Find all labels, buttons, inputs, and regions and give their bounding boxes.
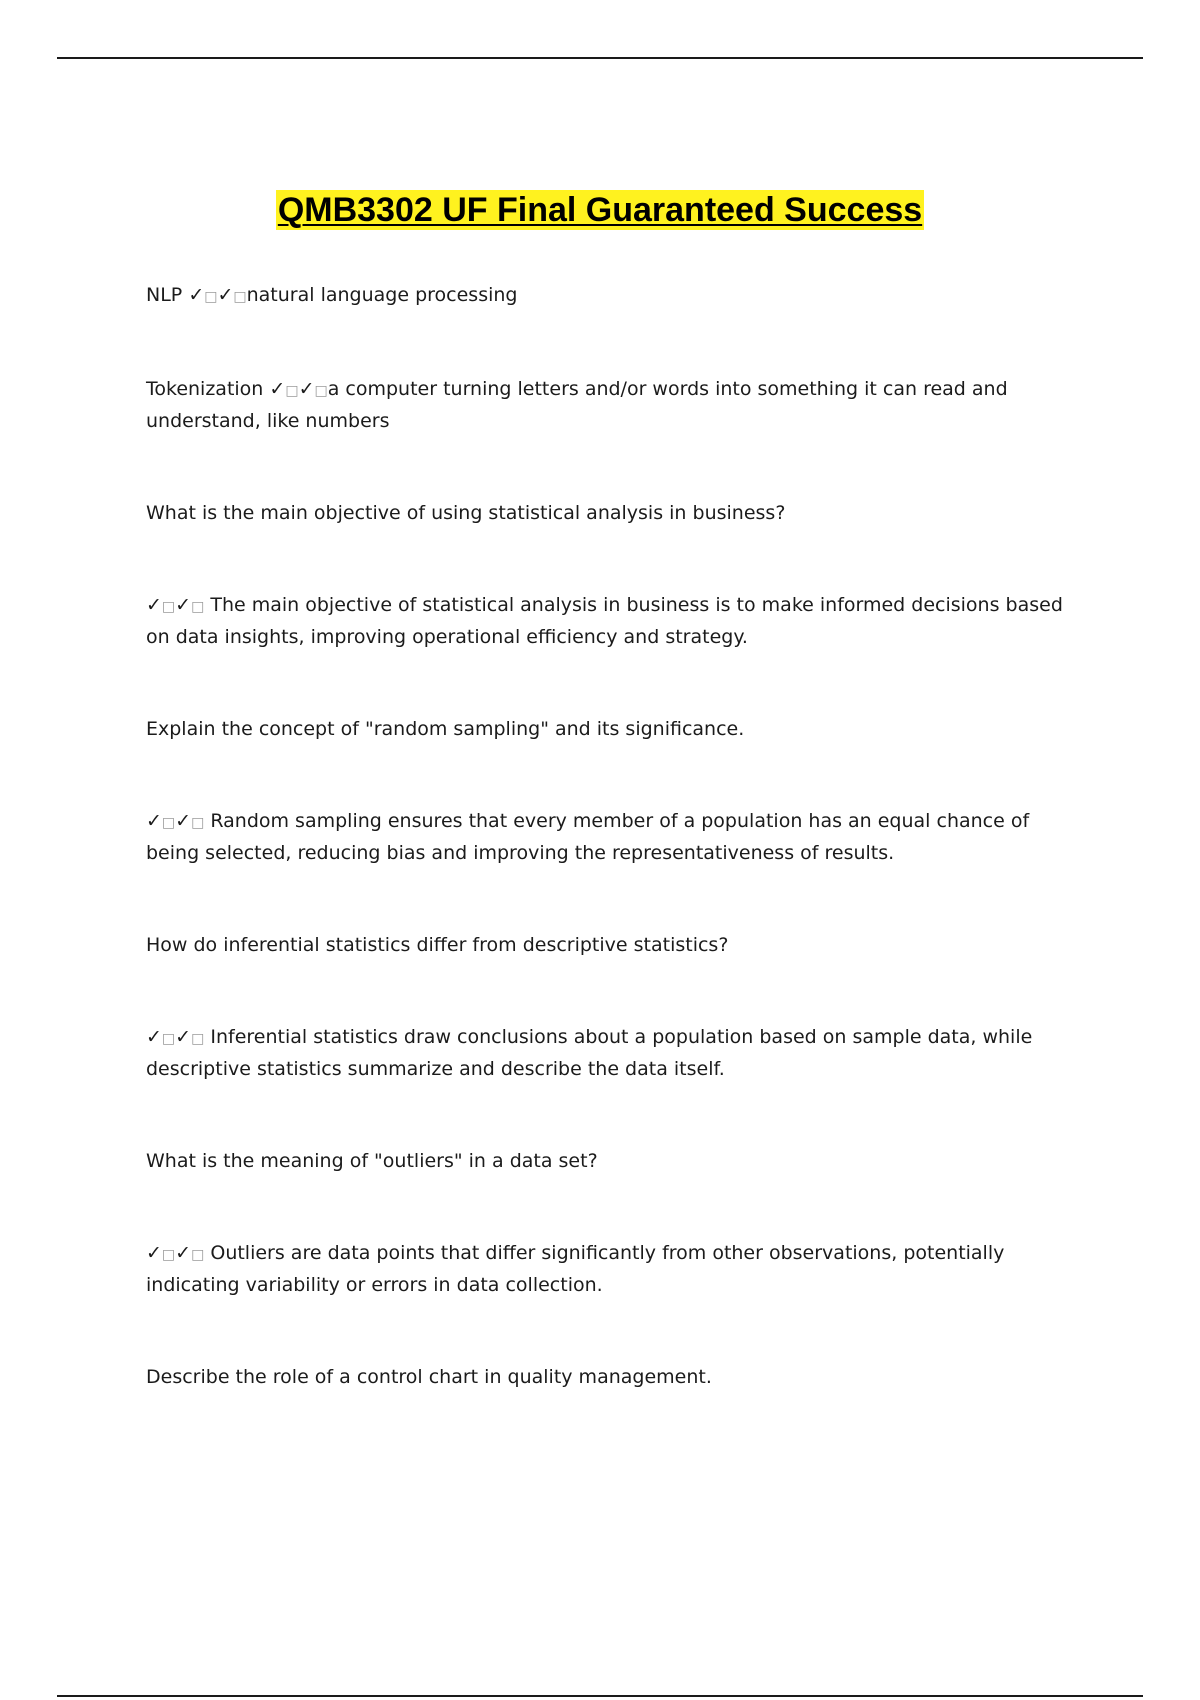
spacer: [146, 1084, 1076, 1146]
box-icon: □: [161, 1031, 176, 1047]
check-icon: ✓: [175, 1242, 192, 1264]
spacer: [146, 960, 1076, 1022]
check-icon: ✓: [146, 1026, 162, 1048]
answer-text: [146, 806, 1076, 868]
term-definition: a computer turning letters and/or words into something it can read and understand, like numbers: [146, 378, 1008, 432]
check-icon: ✓: [217, 284, 234, 306]
check-icon: ✓: [188, 284, 205, 306]
box-icon: □: [161, 815, 176, 831]
spacer: [146, 528, 1076, 590]
spacer: [146, 1300, 1076, 1362]
check-icon: ✓: [146, 594, 162, 616]
term-label: NLP: [146, 284, 183, 306]
check-icon: ✓: [146, 810, 162, 832]
header-rule: [57, 57, 1143, 59]
document-body: [146, 280, 1076, 1392]
title-block: [0, 190, 1200, 230]
answer-text: [146, 1238, 1076, 1300]
question-text: What is the main objective of using statistical analysis in business?: [146, 502, 786, 524]
box-icon: □: [285, 383, 299, 399]
spacer: [146, 312, 1076, 374]
question-text: What is the meaning of "outliers" in a data set?: [146, 1150, 598, 1172]
question-text: Explain the concept of "random sampling" and its significance.: [146, 718, 745, 740]
check-icon: ✓: [175, 1026, 192, 1048]
question-text: How do inferential statistics differ from descriptive statistics?: [146, 934, 729, 956]
term-label: Tokenization: [146, 378, 264, 400]
answer-body: Outliers are data points that differ significantly from other observations, potentially indicating variability or errors in data collection.: [146, 1242, 1005, 1296]
box-icon: □: [191, 599, 205, 615]
check-icon: ✓: [175, 594, 192, 616]
spacer: [146, 868, 1076, 930]
box-icon: □: [191, 815, 205, 831]
answer-text: [146, 590, 1076, 652]
term-entry: [146, 374, 1076, 436]
spacer: [146, 744, 1076, 806]
box-icon: □: [161, 1247, 176, 1263]
box-icon: □: [191, 1031, 205, 1047]
check-icon: ✓: [146, 1242, 162, 1264]
answer-body: Inferential statistics draw conclusions about a population based on sample data, while descriptive statistics summarize and describe the data itself.: [146, 1026, 1033, 1080]
document-title: QMB3302 UF Final Guaranteed Success: [277, 191, 923, 229]
box-icon: □: [204, 289, 218, 305]
question-text: Describe the role of a control chart in quality management.: [146, 1366, 712, 1388]
box-icon: □: [191, 1247, 205, 1263]
spacer: [146, 652, 1076, 714]
check-icon: ✓: [269, 378, 286, 400]
answer-body: Random sampling ensures that every member of a population has an equal chance of being selected, reducing bias and improving the representativeness of results.: [146, 810, 1030, 864]
box-icon: □: [314, 383, 328, 399]
term-definition: natural language processing: [246, 284, 518, 306]
box-icon: □: [233, 289, 247, 305]
box-icon: □: [161, 599, 176, 615]
term-entry: [146, 280, 1076, 312]
spacer: [146, 1176, 1076, 1238]
spacer: [146, 436, 1076, 498]
check-icon: ✓: [298, 378, 315, 400]
footer-rule: [57, 1695, 1143, 1697]
answer-body: The main objective of statistical analysis in business is to make informed decisions based on data insights, improving operational efficiency and strategy.: [146, 594, 1063, 648]
answer-text: [146, 1022, 1076, 1084]
check-icon: ✓: [175, 810, 192, 832]
